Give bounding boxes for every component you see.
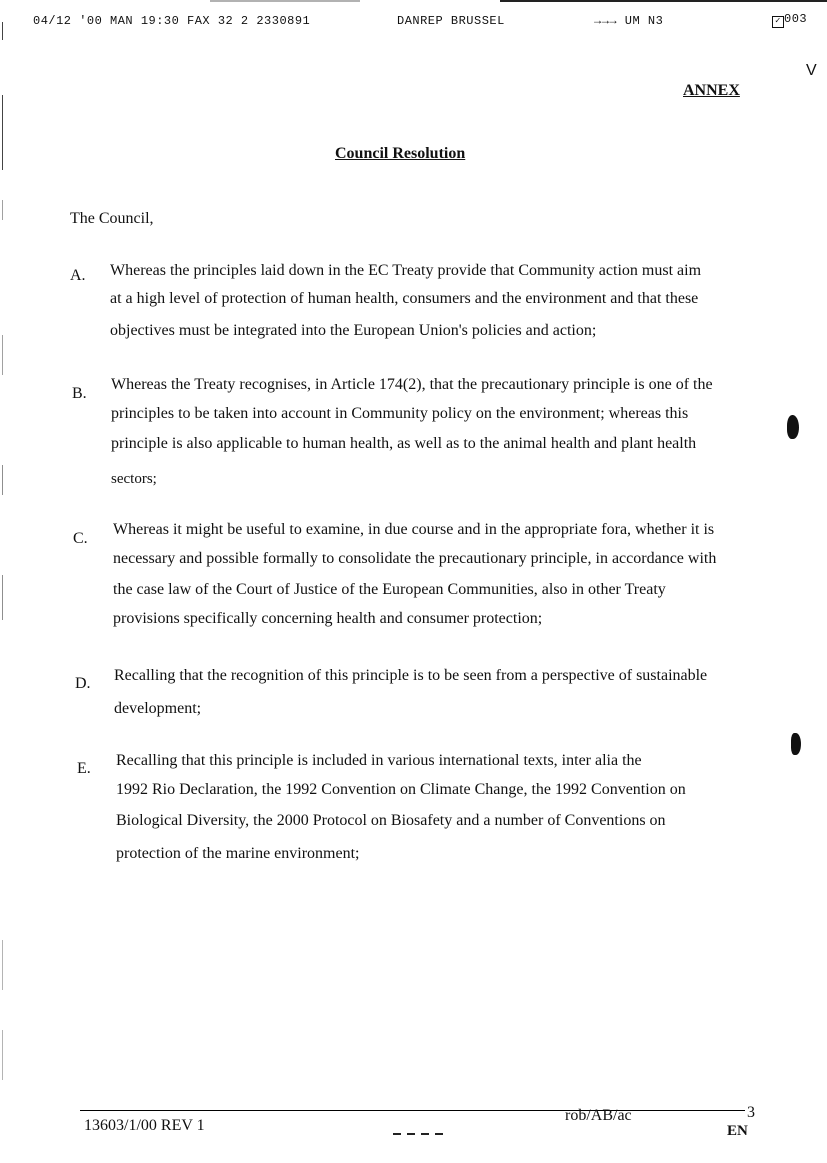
annex-label: ANNEX bbox=[683, 82, 740, 99]
scan-mark bbox=[2, 1030, 3, 1080]
paragraph-line: provisions specifically concerning health and consumer protection; bbox=[113, 610, 543, 627]
paragraph-line: necessary and possible formally to consolidate the precautionary principle, in accordance with bbox=[113, 550, 717, 567]
paragraph-letter: B. bbox=[72, 385, 87, 402]
scan-mark bbox=[2, 575, 3, 620]
scan-mark bbox=[2, 335, 3, 375]
fax-datetime: 04/12 '00 MAN 19:30 FAX 32 2 2330891 bbox=[33, 14, 311, 28]
scan-mark bbox=[2, 940, 3, 990]
paragraph-line: principle is also applicable to human health, as well as to the animal health and plant health bbox=[111, 435, 697, 452]
corner-mark: V bbox=[806, 62, 817, 79]
footer-rule bbox=[80, 1110, 745, 1111]
fax-top-edge bbox=[0, 0, 827, 3]
paragraph-line: Whereas it might be useful to examine, in due course and in the appropriate fora, whether it is bbox=[113, 521, 715, 538]
paragraph-letter: E. bbox=[77, 760, 91, 777]
punch-hole-mark bbox=[787, 415, 799, 439]
fax-page-number: 003 bbox=[784, 12, 808, 26]
paragraph-line: Whereas the principles laid down in the EC Treaty provide that Community action must aim bbox=[110, 262, 702, 279]
paragraph-line: Biological Diversity, the 2000 Protocol on Biosafety and a number of Conventions on bbox=[116, 812, 666, 829]
paragraph-line: principles to be taken into account in Community policy on the environment; whereas this bbox=[111, 405, 689, 422]
paragraph-letter: C. bbox=[73, 530, 88, 547]
paragraph-letter: A. bbox=[70, 267, 86, 284]
paragraph-line: protection of the marine environment; bbox=[116, 845, 360, 862]
scan-mark bbox=[2, 200, 3, 220]
paragraph-line: sectors; bbox=[111, 471, 157, 487]
paragraph-line: at a high level of protection of human health, consumers and the environment and that these bbox=[110, 290, 699, 307]
scan-mark bbox=[2, 22, 3, 40]
paragraph-line: objectives must be integrated into the European Union's policies and action; bbox=[110, 322, 597, 339]
paragraph-line: development; bbox=[114, 700, 202, 717]
fax-sender: DANREP BRUSSEL bbox=[397, 14, 505, 28]
paragraph-line: 1992 Rio Declaration, the 1992 Convention on Climate Change, the 1992 Convention on bbox=[116, 781, 686, 798]
fax-route: →→→ UM N3 bbox=[594, 14, 664, 28]
paragraph-line: Whereas the Treaty recognises, in Article 174(2), that the precautionary principle is one of the bbox=[111, 376, 713, 393]
page-title: Council Resolution bbox=[335, 145, 466, 162]
footer-language: EN bbox=[727, 1123, 748, 1139]
footer-initials: rob/AB/ac bbox=[565, 1107, 632, 1124]
scan-mark bbox=[2, 95, 3, 170]
footer-doc-ref: 13603/1/00 REV 1 bbox=[84, 1117, 205, 1134]
paragraph-line: the case law of the Court of Justice of the European Communities, also in other Treaty bbox=[113, 581, 666, 598]
punch-hole-mark bbox=[791, 733, 801, 755]
footer-page-number: 3 bbox=[747, 1104, 755, 1121]
scan-mark bbox=[2, 465, 3, 495]
paragraph-line: Recalling that this principle is included in various international texts, inter alia the bbox=[116, 752, 642, 769]
intro-text: The Council, bbox=[70, 210, 154, 227]
fax-page-counter bbox=[772, 12, 807, 28]
paragraph-letter: D. bbox=[75, 675, 91, 692]
footer-scan-artifact bbox=[393, 1133, 448, 1135]
paragraph-line: Recalling that the recognition of this principle is to be seen from a perspective of sustainable bbox=[114, 667, 708, 684]
fax-page-checkbox-icon: ✓ bbox=[772, 16, 784, 28]
